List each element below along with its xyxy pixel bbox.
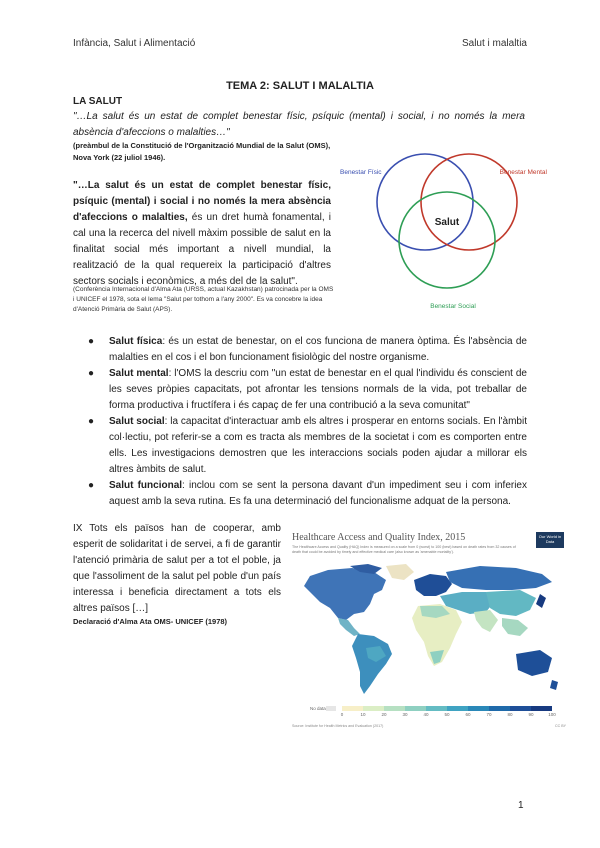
region-india	[474, 610, 498, 632]
region-china	[486, 590, 536, 616]
bullet-icon: ●	[88, 480, 95, 491]
region-australia	[516, 650, 552, 676]
world-map	[290, 562, 566, 700]
alma-ata-article-source: Declaració d'Alma Ata OMS- UNICEF (1978)	[73, 617, 228, 626]
venn-circle-social	[399, 192, 495, 288]
region-greenland	[386, 564, 414, 580]
who-quote-source: (preàmbul de la Constitució de l'Organització Mundial de la Salut (OMS), Nova York (22 juliol 1946).	[73, 141, 331, 162]
bullet-icon: ●	[88, 336, 95, 347]
legend-swatch	[531, 706, 552, 711]
region-europe	[414, 574, 452, 596]
list-item: ● Salut física: és un estat de benestar, on el cos funciona de manera òptima. És l'absència de malalties en el cos i el bon funcionament fisiològic del nostre organisme.	[88, 336, 527, 363]
venn-label-mental: Benestar Mental	[499, 169, 547, 176]
venn-label-social: Benestar Social	[430, 303, 476, 310]
section-heading: LA SALUT	[73, 96, 123, 107]
legend-tick-label: 40	[423, 712, 429, 717]
alma-ata-note: (Conferència Internacional d'Alma Ata (URSS, actual Kazakhstan) patrocinada per la OMS i UNICEF el 1978, sota el lema "Salut per tothom a l'any 2000". Es va concebre la idea d'Atenció Primària de Salut (APS).	[73, 286, 334, 313]
legend-tick-label: 90	[528, 712, 534, 717]
legend-tick-label: 50	[444, 712, 450, 717]
venn-label-fisic: Benestar Físic	[340, 169, 382, 176]
legend-swatch	[489, 706, 510, 711]
alma-ata-rest: és un dret humà fonamental, i cal una la recerca del nivell màxim possible de salut en la finalitat social més important a nivell mundial, la realització de la qual requereix la participació d'altres sectors socials i econòmics, a més del de la salut".	[73, 212, 332, 287]
legend-tick-label: 60	[465, 712, 471, 717]
list-item: ● Salut social: la capacitat d'interactuar amb els altres i prosperar en entorns socials. En l'àmbit col·lectiu, pot referir-se a com es tracta als membres de la societat i com es comporten entre ells. Les investigacions demostren que les interaccions socials poden ajudar a millorar els altres àmbits de salut.	[88, 416, 527, 475]
alma-ata-bold: "…La salut és un estat de complet benestar físic, psíquic (mental) i social i no només la mera absència d'afeccions o malalties,	[73, 180, 331, 223]
legend-color-bar	[342, 706, 552, 711]
legend-swatch	[363, 706, 384, 711]
region-southeast-asia	[502, 618, 528, 636]
legend-tick-label: 0	[340, 712, 344, 717]
region-russia	[446, 566, 552, 590]
legend-swatch	[447, 706, 468, 711]
owid-logo: Our World in Data	[536, 532, 564, 548]
legend-swatch	[342, 706, 363, 711]
legend-tick-label: 20	[381, 712, 387, 717]
header-right: Salut i malaltia	[461, 38, 527, 49]
health-venn-diagram	[340, 150, 550, 310]
venn-center-label: Salut	[434, 217, 460, 228]
page-title: TEMA 2: SALUT I MALALTIA	[226, 80, 374, 92]
legend-swatch	[405, 706, 426, 711]
page-number: 1	[518, 800, 524, 811]
legend-swatch	[510, 706, 531, 711]
legend-tick-label: 80	[507, 712, 513, 717]
map-title: Healthcare Access and Quality Index, 2015	[292, 532, 466, 543]
bullet-icon: ●	[88, 368, 95, 379]
alma-ata-article: IX Tots els països han de cooperar, amb esperit de solidaritat i de servei, a fi de garantir l'atenció primària de salut per a tot el poble, ja que l'assoliment de la salut pel poble d'un país interessa i beneficia directament a tots els altres països […]	[73, 523, 281, 614]
legend-no-data-swatch	[326, 706, 336, 711]
who-quote: "…La salut és un estat de complet benestar físic, psíquic (mental) i social, i no només la mera absència d'afeccions o malalties…"	[73, 111, 525, 138]
region-north-america	[304, 568, 386, 620]
map-subtitle: The Healthcare Access and Quality (HAQ) Index is measured on a scale from 0 (worst) to 100 (best) based on death rates from 32 causes of death that could be avoided by timely and effective medical care (also known as 'amenable mortality').	[292, 545, 516, 554]
health-types-list	[82, 334, 527, 510]
legend-swatch	[426, 706, 447, 711]
list-item: ● Salut mental: l'OMS la descriu com "un estat de benestar en el qual l'individu és conscient de les seves pròpies capacitats, pot afrontar les tensions normals de la vida, pot treballar de forma productiva i fructífera i és capaç de fer una contribució a la seva comunitat"	[88, 368, 527, 411]
map-license: CC BY	[555, 724, 566, 728]
region-central-america	[338, 618, 360, 636]
legend-tick-label: 70	[486, 712, 492, 717]
region-japan	[536, 594, 546, 608]
list-item: ● Salut funcional: inclou com se sent la persona davant d'un impediment seu i com inferiex aquest amb la seva rutina. Es fa una determinació del funcionalisme adquat de la persona.	[88, 480, 527, 507]
header-left: Infància, Salut i Alimentació	[73, 38, 196, 49]
legend-swatch	[384, 706, 405, 711]
legend-tick-row	[340, 712, 556, 718]
legend-no-data-label: No data	[310, 706, 326, 711]
map-source: Source: Institute for Health Metrics and Evaluation (2017)	[292, 724, 384, 728]
region-south-america	[352, 634, 392, 694]
bullet-icon: ●	[88, 416, 95, 427]
alma-ata-paragraph	[73, 178, 331, 290]
legend-tick-label: 10	[360, 712, 366, 717]
healthcare-index-map	[286, 528, 570, 732]
legend-tick-label: 100	[548, 712, 556, 717]
legend-tick-label: 30	[402, 712, 408, 717]
legend-swatch	[468, 706, 489, 711]
region-new-zealand	[550, 680, 558, 690]
venn-circle-fisic	[377, 154, 473, 250]
